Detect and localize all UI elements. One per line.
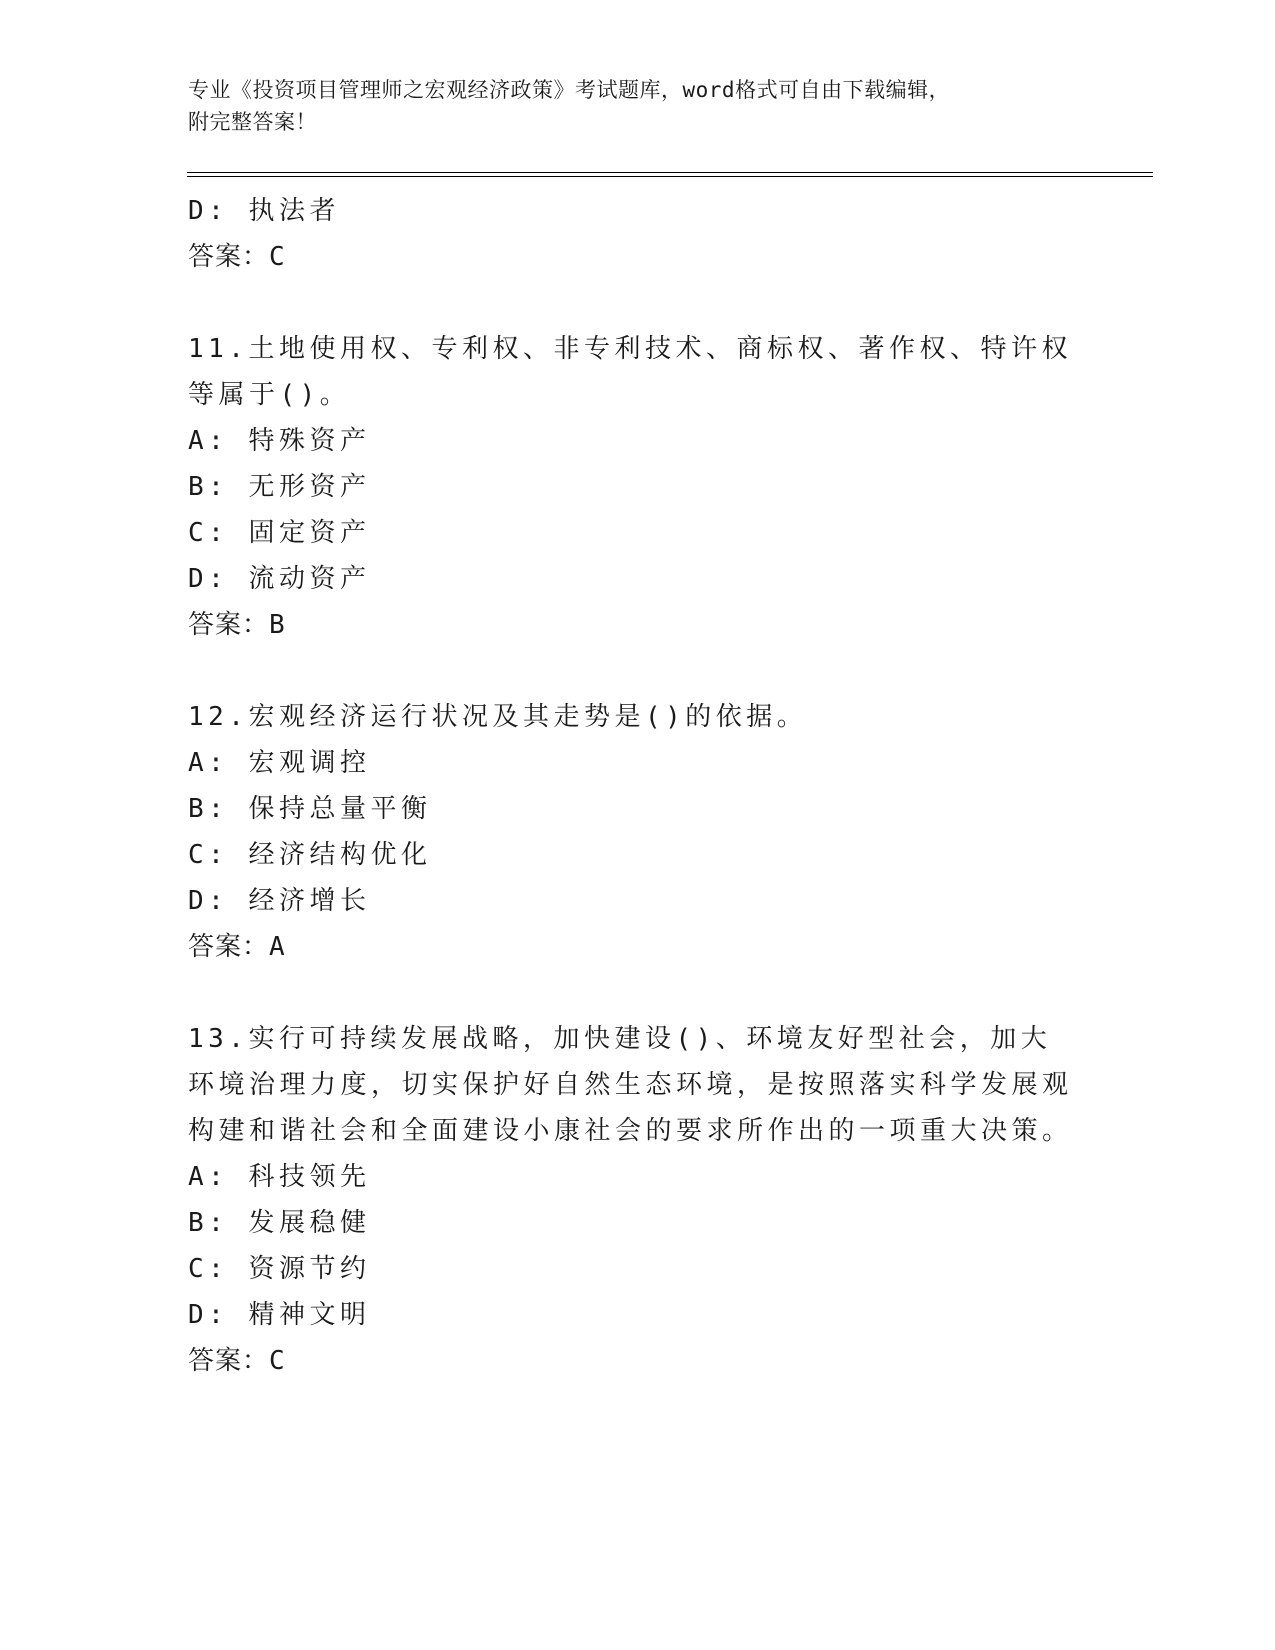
option-b: B: 保持总量平衡 xyxy=(188,794,432,824)
answer-label: 答案： xyxy=(188,242,270,272)
question-11 xyxy=(188,326,1088,648)
header-line-2: 附完整答案！ xyxy=(188,110,317,134)
option-a: A: 特殊资产 xyxy=(188,426,371,456)
option-d: D: 流动资产 xyxy=(188,564,371,594)
option-b: B: 发展稳健 xyxy=(188,1208,371,1238)
header-rule-top xyxy=(187,172,1153,173)
answer-value: C xyxy=(269,242,286,272)
answer-label: 答案： xyxy=(188,610,270,640)
answer-value: B xyxy=(269,610,286,640)
option-c: C: 固定资产 xyxy=(188,518,371,548)
option-a: A: 宏观调控 xyxy=(188,748,371,778)
answer-value: A xyxy=(269,932,286,962)
answer-line xyxy=(188,1338,1088,1384)
question-12 xyxy=(188,694,1088,970)
document-header xyxy=(188,74,1088,138)
answer-label: 答案： xyxy=(188,1346,270,1376)
answer-line xyxy=(188,234,1088,280)
header-line-1: 专业《投资项目管理师之宏观经济政策》考试题库，word格式可自由下载编辑， xyxy=(188,78,951,102)
question-10-tail xyxy=(188,188,1088,280)
question-stem: 11.土地使用权、专利权、非专利技术、商标权、著作权、特许权等属于()。 xyxy=(188,334,1072,410)
question-list xyxy=(188,188,1088,1384)
question-stem: 13.实行可持续发展战略，加快建设()、环境友好型社会，加大环境治理力度，切实保护好自然生态环境，是按照落实科学发展观构建和谐社会和全面建设小康社会的要求所作出的一项重大决策。 xyxy=(188,1024,1073,1146)
answer-label: 答案： xyxy=(188,932,270,962)
option-c: C: 资源节约 xyxy=(188,1254,371,1284)
answer-line xyxy=(188,924,1088,970)
header-rule-bottom xyxy=(187,176,1153,177)
question-13 xyxy=(188,1016,1088,1384)
answer-value: C xyxy=(269,1346,286,1376)
answer-line xyxy=(188,602,1088,648)
option-c: C: 经济结构优化 xyxy=(188,840,432,870)
option-b: B: 无形资产 xyxy=(188,472,371,502)
option-a: A: 科技领先 xyxy=(188,1162,371,1192)
option-d: D: 执法者 xyxy=(188,196,340,226)
option-d: D: 精神文明 xyxy=(188,1300,371,1330)
option-d: D: 经济增长 xyxy=(188,886,371,916)
question-stem: 12.宏观经济运行状况及其走势是()的依据。 xyxy=(188,702,808,732)
